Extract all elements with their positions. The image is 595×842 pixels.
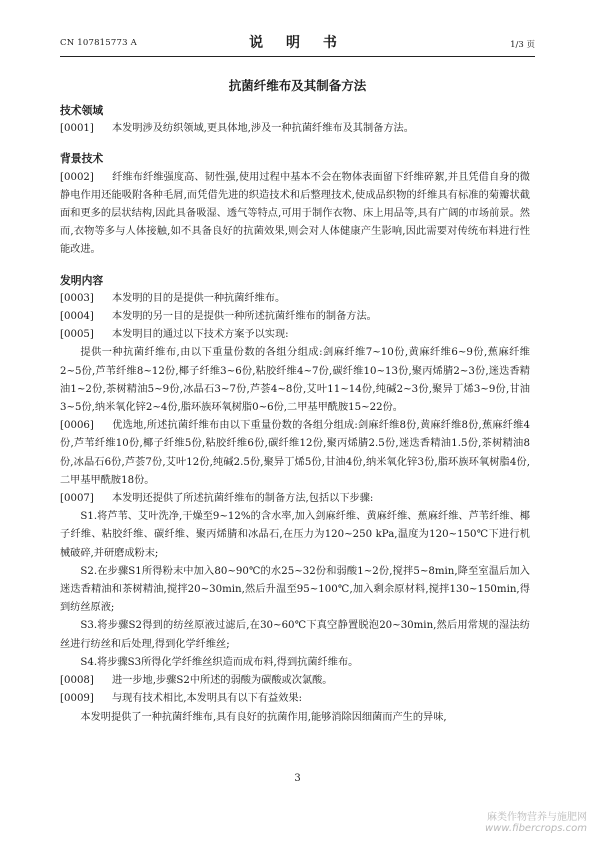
paragraph-text: 本发明的另一目的是提供一种所述抗菌纤维布的制备方法。	[112, 311, 377, 323]
page-count: 1/3 页	[510, 40, 535, 50]
paragraph-text: 本发明涉及纺织领域,更具体地,涉及一种抗菌纤维布及其制备方法。	[112, 123, 414, 135]
publication-number: CN 107815773 A	[60, 38, 137, 48]
paragraph-0008	[60, 672, 530, 690]
header-title: 说 明 书	[249, 35, 346, 51]
paragraph-number: [0009]	[60, 693, 94, 705]
paragraph-text: 纤维布纤维强度高、韧性强,使用过程中基本不会在物体表面留下纤维碎絮,并且凭借自身的微静电作用还能吸附各种毛屑,而凭借先进的织造技术和后整理技术,使成品织物的纤维具有标准的菊瓣状截面和更多的层状结构,因此具备吸湿、透气等特点,可用于制作衣物、床上用品等,具有广阔的市场前景。然而,衣物等多与人体接触,如不具备良好的抗菌效果,则会对人体健康产生影响,因此需要对传统布料进行性能改进。	[60, 171, 530, 256]
watermark-site-name: 麻类作物营养与施肥网	[487, 812, 587, 823]
paragraph-0001	[60, 120, 530, 138]
paragraph-number: [0007]	[60, 493, 94, 505]
paragraph-text: 进一步地,步骤S2中所述的弱酸为碳酸或次氯酸。	[112, 675, 333, 687]
paragraph-0009-body: 本发明提供了一种抗菌纤维布,具有良好的抗菌作用,能够消除因细菌而产生的异味,	[80, 711, 447, 723]
paragraph-number: [0006]	[60, 420, 94, 432]
paragraph-number: [0003]	[60, 292, 94, 304]
page-header	[60, 30, 535, 52]
section-heading-background: 背景技术	[60, 152, 104, 166]
paragraph-0003	[60, 290, 530, 308]
paragraph-number: [0002]	[60, 171, 94, 183]
paragraph-number: [0008]	[60, 675, 94, 687]
paragraph-text: 与现有技术相比,本发明具有以下有益效果:	[112, 693, 303, 705]
document-body	[60, 102, 530, 727]
paragraph-text: 本发明的目的是提供一种抗菌纤维布。	[112, 292, 286, 304]
step-s2: S2.在步骤S1所得粉末中加入80~90℃的水25~32份和弱酸1~2份,搅拌5~8min,降至室温后加入迷迭香精油和茶树精油,搅拌20~30min,然后升温至95~100℃,加入剩余原材料,搅拌130~150min,得到纺丝原液;	[60, 565, 530, 614]
paragraph-number: [0001]	[60, 123, 94, 135]
step-s4: S4.将步骤S3所得化学纤维丝织造而成布料,得到抗菌纤维布。	[80, 656, 359, 668]
page-number: 3	[294, 773, 301, 784]
paragraph-0009	[60, 690, 530, 708]
paragraph-0002	[60, 169, 530, 260]
watermark-url: www.fibercrops.com	[485, 823, 587, 834]
paragraph-text: 优选地,所述抗菌纤维布由以下重量份数的各组分组成:剑麻纤维8份,黄麻纤维8份,蕉麻纤维4份,芦苇纤维10份,椰子纤维5份,粘胶纤维6份,碳纤维12份,聚丙烯腈2.5份,迷迭香精油1.5份,茶树精油8份,冰晶石6份,芦荟7份,艾叶12份,纯碱2.5份,聚异丁烯5份,甘油4份,纳米氧化锌3份,脂环族环氧树脂4份,二甲基甲酰胺18份。	[60, 420, 530, 486]
step-s1: S1.将芦苇、艾叶洗净,干燥至9~12%的含水率,加入剑麻纤维、黄麻纤维、蕉麻纤维、芦苇纤维、椰子纤维、粘胶纤维、碳纤维、聚丙烯腈和冰晶石,在压力为120~250 kPa,温度为120~150℃下进行机械破碎,并研磨成粉末;	[60, 511, 530, 559]
document-title: 抗菌纤维布及其制备方法	[228, 78, 367, 93]
paragraph-0005-body: 提供一种抗菌纤维布,由以下重量份数的各组分组成:剑麻纤维7~10份,黄麻纤维6~9份,蕉麻纤维2~5份,芦苇纤维8~12份,椰子纤维3~6份,粘胶纤维4~7份,碳纤维10~13份,聚丙烯腈2~3份,迷迭香精油1~2份,茶树精油5~9份,冰晶石3~7份,芦荟4~8份,艾叶11~14份,纯碱2~3份,聚异丁烯3~9份,甘油3~5份,纳米氧化锌2~4份,脂环族环氧树脂0~6份,二甲基甲酰胺15~22份。	[60, 347, 530, 414]
paragraph-0004	[60, 308, 530, 326]
paragraph-0007	[60, 490, 530, 508]
step-s3: S3.将步骤S2得到的纺丝原液过滤后,在30~60℃下真空静置脱泡20~30min,然后用常规的湿法纺丝进行纺丝和后处理,得到化学纤维丝;	[60, 620, 530, 650]
section-heading-invention: 发明内容	[60, 273, 104, 287]
paragraph-number: [0005]	[60, 329, 94, 341]
site-watermark	[485, 808, 587, 834]
paragraph-text: 本发明目的通过以下技术方案予以实现:	[112, 329, 289, 341]
header-rule	[60, 56, 535, 57]
paragraph-0006	[60, 417, 530, 490]
section-heading-tech-field: 技术领域	[60, 104, 104, 117]
paragraph-0005	[60, 326, 530, 344]
paragraph-text: 本发明还提供了所述抗菌纤维布的制备方法,包括以下步骤:	[112, 493, 374, 505]
paragraph-number: [0004]	[60, 311, 94, 323]
